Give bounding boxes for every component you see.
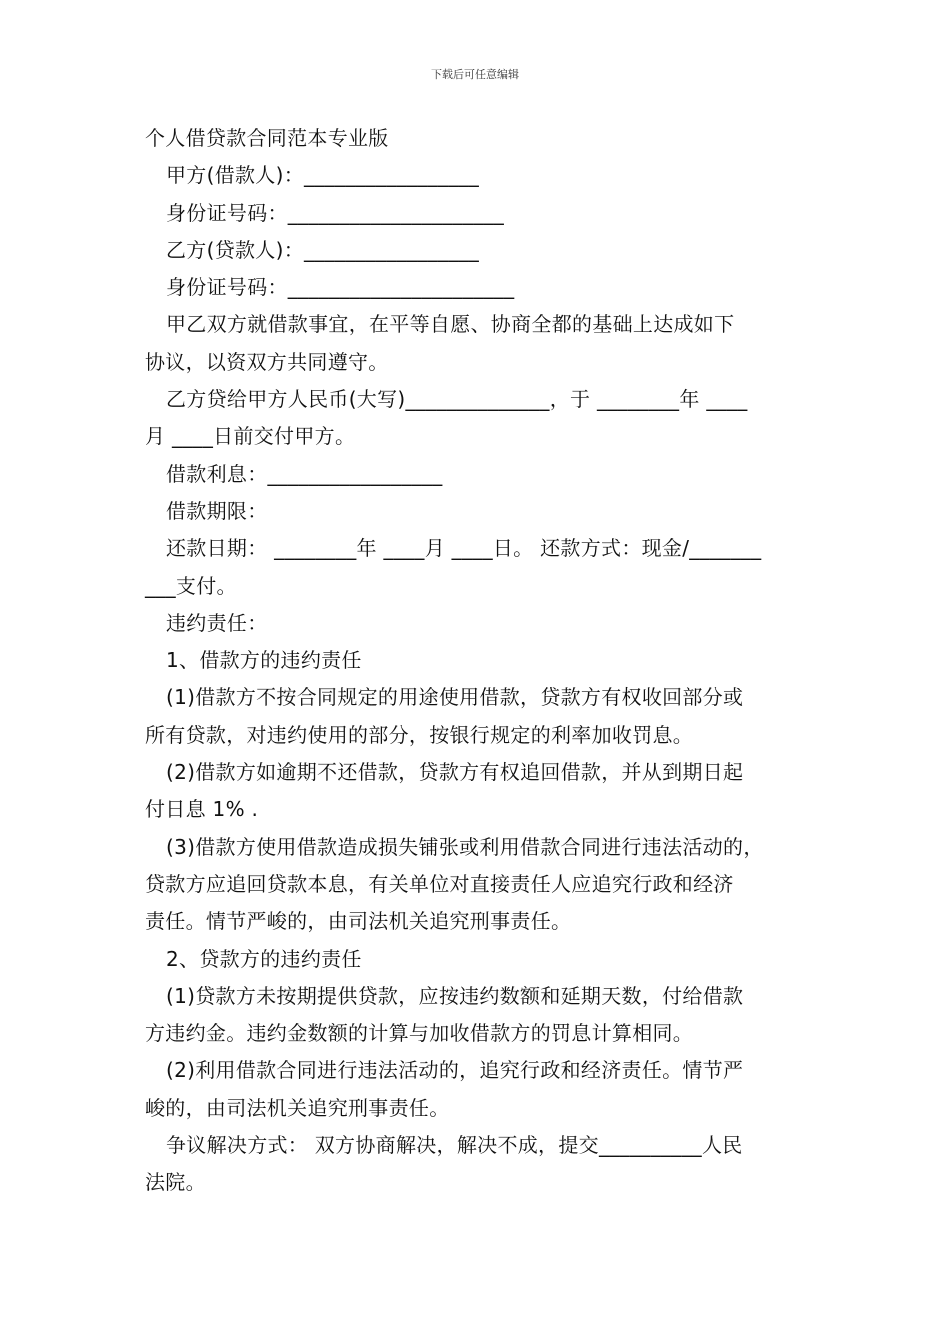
- clause-line: (1)借款方不按合同规定的用途使用借款，贷款方有权收回部分或: [166, 685, 744, 710]
- clause-line: 贷款方应追回贷款本息，有关单位对直接责任人应追究行政和经济: [145, 871, 734, 896]
- clause-line: 付日息 1% .: [145, 797, 259, 822]
- subsection-heading: 1、借款方的违约责任: [166, 648, 362, 673]
- clause-line: 峻的，由司法机关追究刑事责任。: [145, 1095, 450, 1120]
- clause-line: (3)借款方使用借款造成损失铺张或利用借款合同进行违法活动的，: [166, 834, 764, 859]
- party-b-line: 乙方(贷款人)：_________________: [166, 237, 480, 262]
- document-body: [145, 120, 815, 1202]
- clause-line: 所有贷款，对违约使用的部分，按银行规定的利率加收罚息。: [145, 722, 694, 747]
- dispute-line: 争议解决方式： 双方协商解决，解决不成，提交__________人民: [166, 1133, 743, 1158]
- party-b-id-line: 身份证号码：______________________: [166, 275, 515, 300]
- clause-line: (2)借款方如逾期不还借款，贷款方有权追回借款，并从到期日起: [166, 760, 744, 785]
- clause-line: (2)利用借款合同进行违法活动的，追究行政和经济责任。情节严: [166, 1058, 744, 1083]
- repayment-line: 还款日期： ________年 ____月 ____日。 还款方式：现金/_______: [166, 536, 762, 561]
- party-a-id-line: 身份证号码：_____________________: [166, 200, 505, 225]
- document-title: 个人借贷款合同范本专业版: [145, 126, 389, 150]
- repayment-line: ___支付。: [145, 573, 237, 598]
- party-a-line: 甲方(借款人)：_________________: [166, 163, 480, 188]
- clause-line: 责任。情节严峻的，由司法机关追究刑事责任。: [145, 909, 572, 934]
- loan-amount-line: 月 ____日前交付甲方。: [145, 424, 356, 449]
- preamble-line: 甲乙双方就借款事宜，在平等自愿、协商全都的基础上达成如下: [166, 312, 735, 337]
- interest-line: 借款利息：_________________: [166, 461, 443, 486]
- term-line: 借款期限：: [166, 498, 268, 523]
- subsection-heading: 2、贷款方的违约责任: [166, 946, 362, 971]
- clause-line: 方违约金。违约金数额的计算与加收借款方的罚息计算相同。: [145, 1021, 694, 1046]
- loan-amount-line: 乙方贷给甲方人民币(大写)______________，于 ________年 ____: [166, 387, 748, 412]
- page-header: 下载后可任意编辑: [431, 68, 519, 81]
- clause-line: (1)贷款方未按期提供贷款，应按违约数额和延期天数，付给借款: [166, 983, 744, 1008]
- dispute-line: 法院。: [145, 1170, 206, 1195]
- section-heading: 违约责任：: [166, 610, 268, 635]
- preamble-line: 协议，以资双方共同遵守。: [145, 349, 389, 374]
